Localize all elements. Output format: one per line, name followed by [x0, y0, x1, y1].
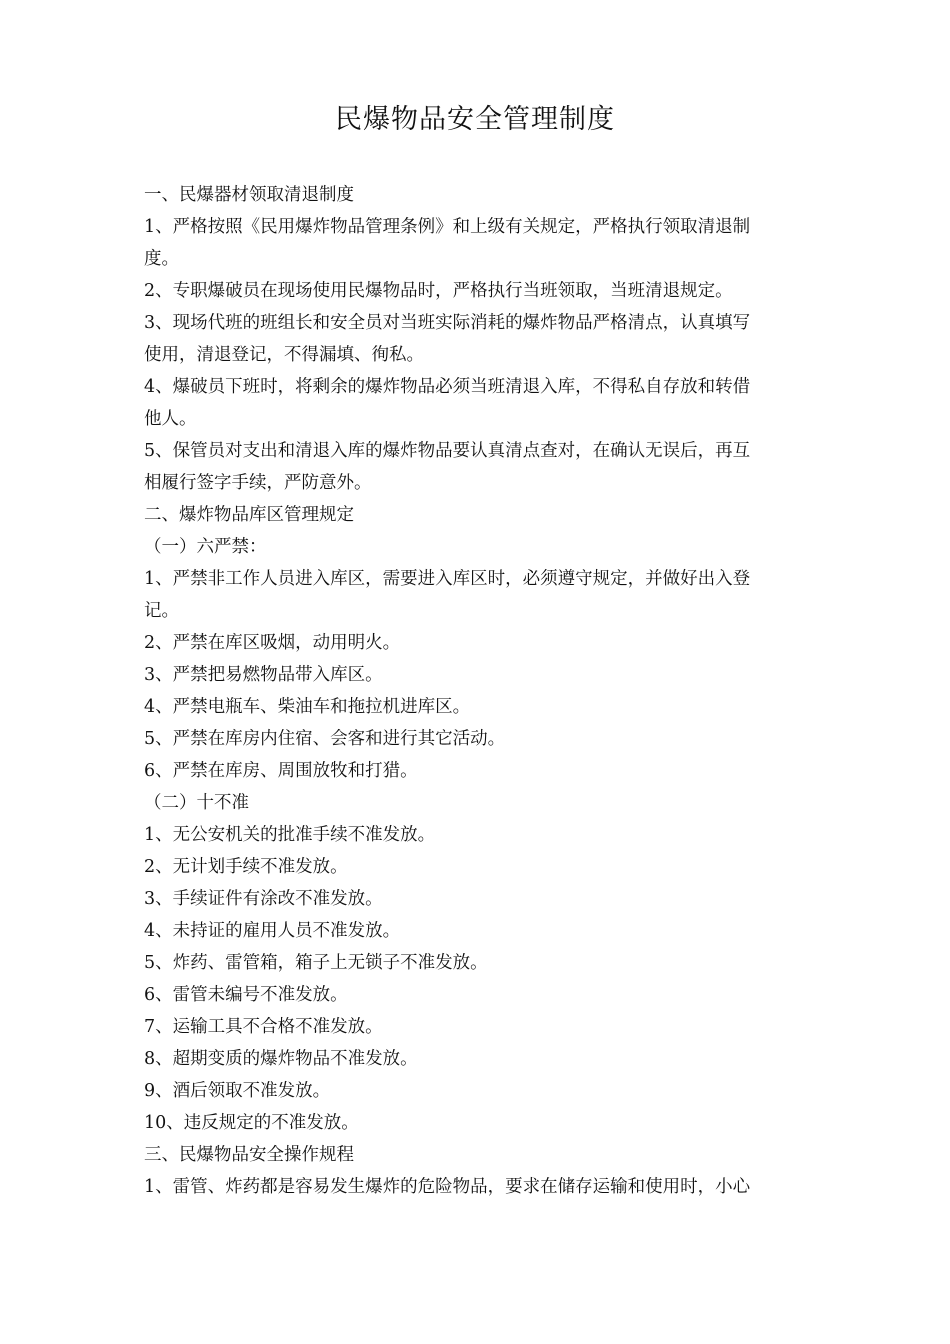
paragraph-line: 5、炸药、雷管箱，箱子上无锁子不准发放。 [144, 953, 488, 973]
paragraph-line: 记。 [144, 601, 179, 621]
section-heading-3: 三、民爆物品安全操作规程 [144, 1145, 354, 1165]
paragraph-line: 2、专职爆破员在现场使用民爆物品时，严格执行当班领取，当班清退规定。 [144, 281, 733, 301]
document-body [144, 179, 814, 1203]
paragraph-line: 3、手续证件有涂改不准发放。 [144, 889, 383, 909]
paragraph-line: 5、严禁在库房内住宿、会客和进行其它活动。 [144, 729, 506, 749]
subsection-heading: （二）十不准 [144, 793, 249, 813]
section-heading-2: 二、爆炸物品库区管理规定 [144, 505, 354, 525]
paragraph-line: 10、违反规定的不准发放。 [144, 1113, 359, 1133]
paragraph-line: 8、超期变质的爆炸物品不准发放。 [144, 1049, 418, 1069]
paragraph-line: 6、雷管未编号不准发放。 [144, 985, 348, 1005]
paragraph-line: 他人。 [144, 409, 197, 429]
paragraph-line: 5、保管员对支出和清退入库的爆炸物品要认真清点查对，在确认无误后，再互 [144, 441, 751, 461]
paragraph-line: 3、严禁把易燃物品带入库区。 [144, 665, 383, 685]
paragraph-line: 7、运输工具不合格不准发放。 [144, 1017, 383, 1037]
paragraph-line: 4、未持证的雇用人员不准发放。 [144, 921, 401, 941]
subsection-heading: （一）六严禁： [144, 537, 267, 557]
paragraph-line: 1、雷管、炸药都是容易发生爆炸的危险物品，要求在储存运输和使用时，小心 [144, 1177, 751, 1197]
section-heading-1: 一、民爆器材领取清退制度 [144, 185, 354, 205]
paragraph-line: 2、严禁在库区吸烟，动用明火。 [144, 633, 401, 653]
document-title: 民爆物品安全管理制度 [335, 104, 615, 135]
paragraph-line: 度。 [144, 249, 179, 269]
paragraph-line: 1、无公安机关的批准手续不准发放。 [144, 825, 436, 845]
paragraph-line: 4、严禁电瓶车、柴油车和拖拉机进库区。 [144, 697, 471, 717]
paragraph-line: 使用，清退登记，不得漏填、徇私。 [144, 345, 424, 365]
paragraph-line: 3、现场代班的班组长和安全员对当班实际消耗的爆炸物品严格清点，认真填写 [144, 313, 751, 333]
paragraph-line: 4、爆破员下班时，将剩余的爆炸物品必须当班清退入库，不得私自存放和转借 [144, 377, 751, 397]
paragraph-line: 1、严格按照《民用爆炸物品管理条例》和上级有关规定，严格执行领取清退制 [144, 217, 751, 237]
paragraph-line: 2、无计划手续不准发放。 [144, 857, 348, 877]
paragraph-line: 相履行签字手续，严防意外。 [144, 473, 372, 493]
paragraph-line: 9、酒后领取不准发放。 [144, 1081, 331, 1101]
paragraph-line: 6、严禁在库房、周围放牧和打猎。 [144, 761, 418, 781]
paragraph-line: 1、严禁非工作人员进入库区，需要进入库区时，必须遵守规定，并做好出入登 [144, 569, 751, 589]
